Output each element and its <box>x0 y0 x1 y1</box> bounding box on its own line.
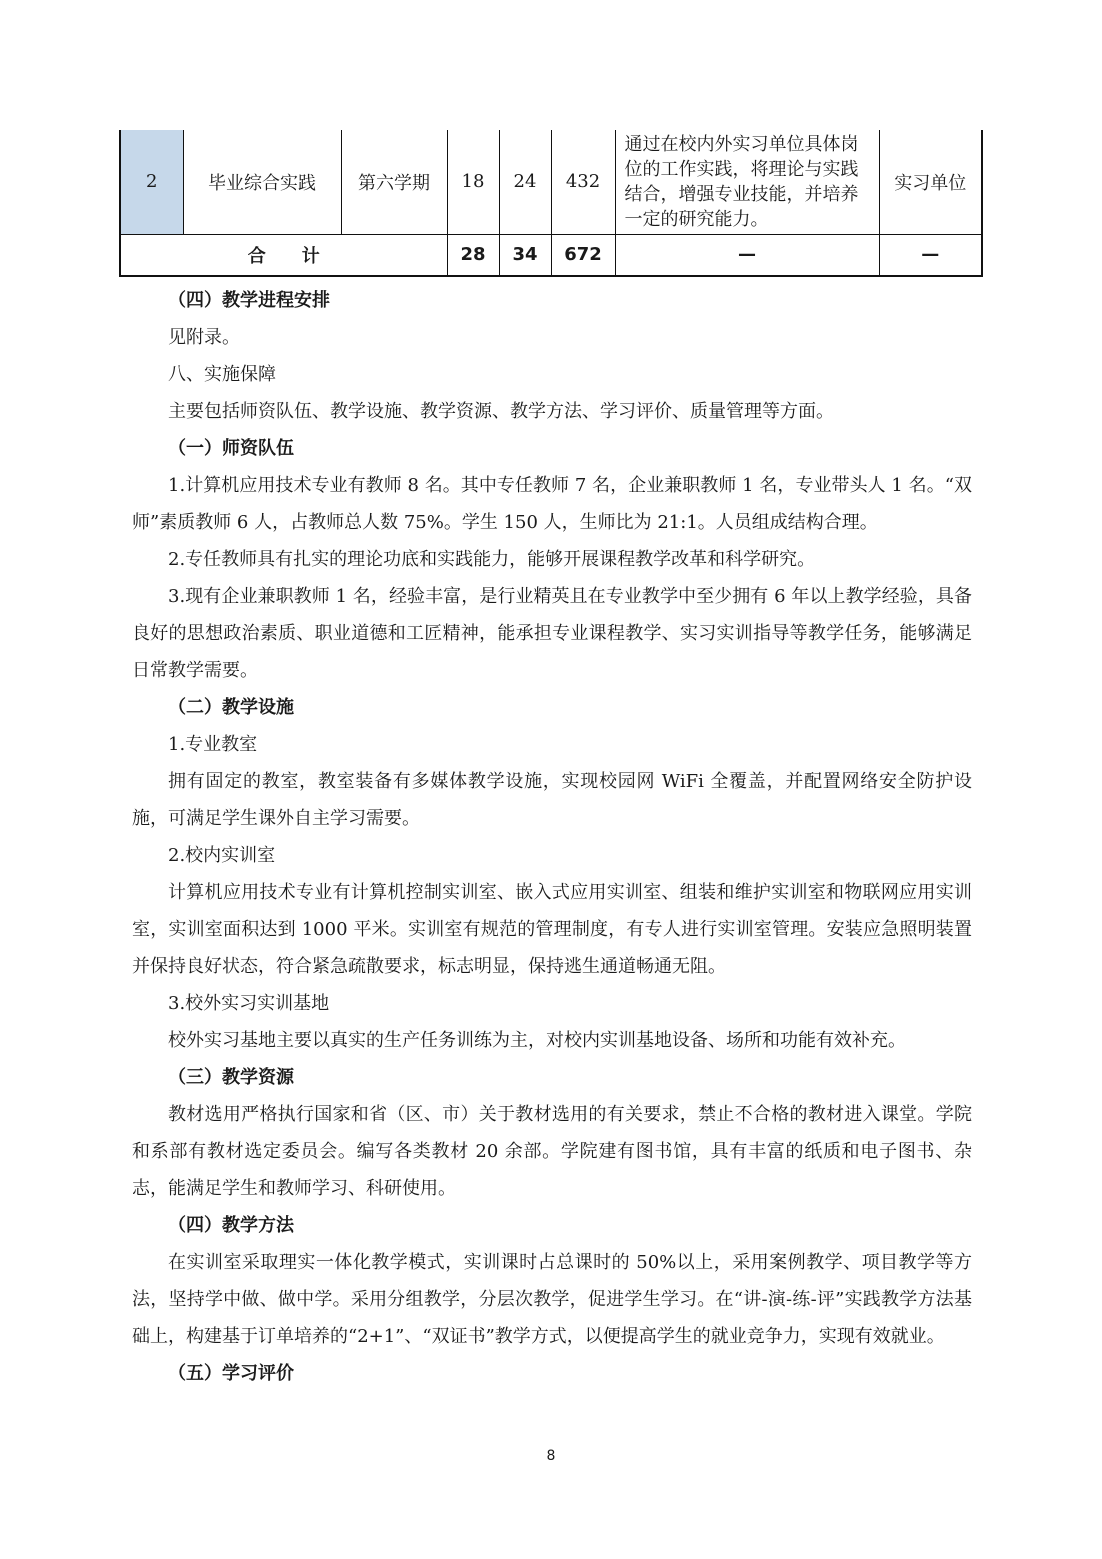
total-weeks-cell: 28 <box>447 234 499 276</box>
table-row <box>120 130 982 234</box>
paragraph: 3.现有企业兼职教师 1 名，经验丰富，是行业精英且在专业教学中至少拥有 6 年以上教学经验，具备良好的思想政治素质、职业道德和工匠精神，能承担专业课程教学、实习实训指导等教学任务，能够满足日常教学需要。 <box>132 586 972 681</box>
section-heading: （三）教学资源 <box>168 1067 294 1088</box>
section-heading: （四）教学方法 <box>168 1215 294 1236</box>
total-label-cell: 合 计 <box>120 234 447 276</box>
credits-cell: 24 <box>499 130 551 234</box>
paragraph: 校外实习基地主要以真实的生产任务训练为主，对校内实训基地设备、场所和功能有效补充。 <box>168 1030 906 1051</box>
total-credits-cell: 34 <box>499 234 551 276</box>
paragraph: 3.校外实习实训基地 <box>168 993 330 1014</box>
paragraph: 见附录。 <box>168 327 240 348</box>
course-table <box>119 130 983 277</box>
section-heading: （五）学习评价 <box>168 1363 294 1384</box>
term-cell: 第六学期 <box>341 130 447 234</box>
paragraph: 主要包括师资队伍、教学设施、教学资源、教学方法、学习评价、质量管理等方面。 <box>168 401 834 422</box>
body-text <box>132 282 972 1392</box>
paragraph: 拥有固定的教室，教室装备有多媒体教学设施，实现校园网 WiFi 全覆盖，并配置网络安全防护设施，可满足学生课外自主学习需要。 <box>132 771 972 829</box>
page-number: 8 <box>546 1448 556 1464</box>
paragraph: 教材选用严格执行国家和省（区、市）关于教材选用的有关要求，禁止不合格的教材进入课堂。学院和系部有教材选定委员会。编写各类教材 20 余部。学院建有图书馆，具有丰富的纸质和电子图书、杂志，能满足学生和教师学习、科研使用。 <box>132 1104 972 1199</box>
section-heading: （一）师资队伍 <box>168 438 294 459</box>
total-row <box>120 234 982 276</box>
chapter-heading: 八、实施保障 <box>168 364 276 385</box>
weeks-cell: 18 <box>447 130 499 234</box>
paragraph: 在实训室采取理实一体化教学模式，实训课时占总课时的 50%以上，采用案例教学、项目教学等方法，坚持学中做、做中学。采用分组教学，分层次教学，促进学生学习。在“讲-演-练-评”实践教学方法基础上，构建基于订单培养的“2+1”、“双证书”教学方式，以便提高学生的就业竞争力，实现有效就业。 <box>132 1252 972 1347</box>
row-number-cell: 2 <box>120 130 183 234</box>
description-cell: 通过在校内外实习单位具体岗位的工作实践，将理论与实践结合，增强专业技能，并培养一定的研究能力。 <box>615 130 879 234</box>
total-hours-cell: 672 <box>551 234 615 276</box>
hours-cell: 432 <box>551 130 615 234</box>
course-name-cell: 毕业综合实践 <box>183 130 341 234</box>
paragraph: 2.校内实训室 <box>168 845 276 866</box>
place-cell: 实习单位 <box>879 130 982 234</box>
total-place-cell: — <box>879 234 982 276</box>
section-heading: （四）教学进程安排 <box>168 290 330 311</box>
section-heading: （二）教学设施 <box>168 697 294 718</box>
total-desc-cell: — <box>615 234 879 276</box>
paragraph: 1.计算机应用技术专业有教师 8 名。其中专任教师 7 名，企业兼职教师 1 名，专业带头人 1 名。“双师”素质教师 6 人，占教师总人数 75%。学生 150 人，生师比为 21:1。人员组成结构合理。 <box>132 475 972 533</box>
paragraph: 计算机应用技术专业有计算机控制实训室、嵌入式应用实训室、组装和维护实训室和物联网应用实训室，实训室面积达到 1000 平米。实训室有规范的管理制度，有专人进行实训室管理。安装应急照明装置并保持良好状态，符合紧急疏散要求，标志明显，保持逃生通道畅通无阻。 <box>132 882 972 977</box>
paragraph: 1.专业教室 <box>168 734 258 755</box>
paragraph: 2.专任教师具有扎实的理论功底和实践能力，能够开展课程教学改革和科学研究。 <box>168 549 816 570</box>
